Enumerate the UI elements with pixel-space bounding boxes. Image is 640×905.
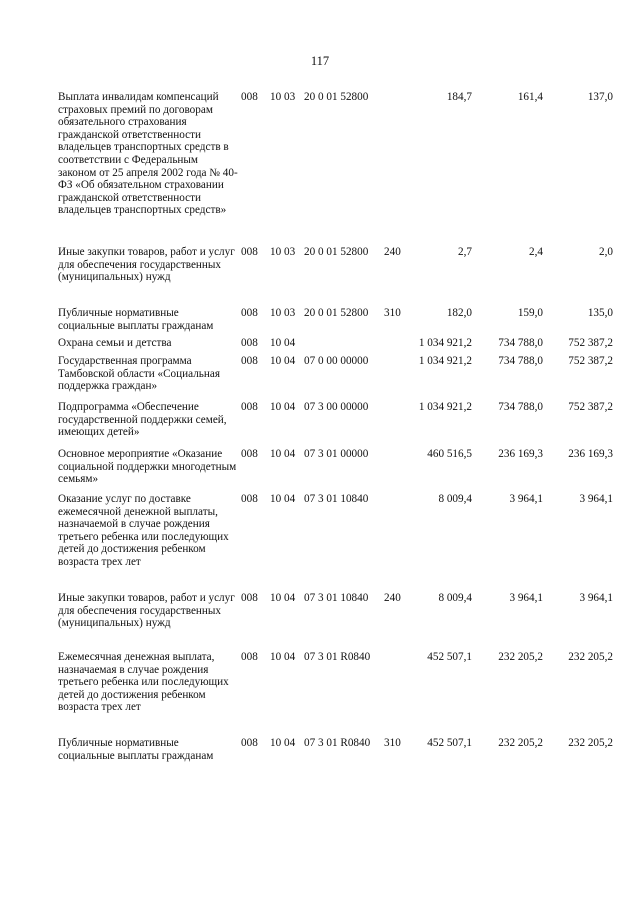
row-section-code: 10 04: [270, 592, 296, 604]
row-amount-year-2: 3 964,1: [509, 592, 543, 604]
row-name: Подпрограмма «Обеспечение государственной поддержки семей, имеющих детей»: [58, 401, 227, 439]
row-target-article-code: 07 3 01 10840: [304, 592, 369, 604]
row-amount-year-2: 734 788,0: [498, 355, 543, 367]
row-grbs-code: 008: [241, 337, 258, 349]
row-amount-year-3: 3 964,1: [579, 493, 613, 505]
row-section-code: 10 03: [270, 246, 296, 258]
row-grbs-code: 008: [241, 592, 258, 604]
row-grbs-code: 008: [241, 493, 258, 505]
row-amount-year-1: 182,0: [446, 307, 472, 319]
row-amount-year-2: 232 205,2: [498, 737, 543, 749]
row-amount-year-3: 137,0: [587, 91, 613, 103]
row-amount-year-3: 232 205,2: [568, 651, 613, 663]
row-section-code: 10 04: [270, 337, 296, 349]
row-amount-year-3: 3 964,1: [579, 592, 613, 604]
row-amount-year-1: 460 516,5: [427, 448, 472, 460]
row-amount-year-3: 236 169,3: [568, 448, 613, 460]
row-amount-year-3: 2,0: [599, 246, 613, 258]
row-expense-type-code: 240: [384, 592, 401, 604]
row-amount-year-1: 452 507,1: [427, 651, 472, 663]
row-target-article-code: 20 0 01 52800: [304, 307, 369, 319]
row-name: Иные закупки товаров, работ и услуг для обеспечения государственных (муниципальных) нужд: [58, 246, 235, 284]
row-name: Иные закупки товаров, работ и услуг для обеспечения государственных (муниципальных) нужд: [58, 592, 235, 630]
row-name: Выплата инвалидам компенсаций страховых премий по договорам обязательного страхования гражданской ответственности владельцев транспортных средств в соответствии с Федеральным законом от 25 апреля 2002 года № 40-ФЗ «Об обязательном страховании гражданской ответственности владельцев транспортных средств»: [58, 91, 238, 217]
row-amount-year-3: 752 387,2: [568, 355, 613, 367]
row-amount-year-1: 184,7: [446, 91, 472, 103]
row-grbs-code: 008: [241, 91, 258, 103]
row-section-code: 10 04: [270, 355, 296, 367]
row-target-article-code: 20 0 01 52800: [304, 91, 369, 103]
row-grbs-code: 008: [241, 307, 258, 319]
row-name: Государственная программа Тамбовской области «Социальная поддержка граждан»: [58, 355, 220, 393]
row-expense-type-code: 310: [384, 737, 401, 749]
row-grbs-code: 008: [241, 651, 258, 663]
row-grbs-code: 008: [241, 448, 258, 460]
row-section-code: 10 04: [270, 493, 296, 505]
row-section-code: 10 03: [270, 91, 296, 103]
row-grbs-code: 008: [241, 355, 258, 367]
row-amount-year-2: 3 964,1: [509, 493, 543, 505]
row-amount-year-1: 8 009,4: [438, 493, 472, 505]
row-amount-year-1: 2,7: [458, 246, 472, 258]
row-amount-year-2: 2,4: [529, 246, 543, 258]
row-name: Оказание услуг по доставке ежемесячной денежной выплаты, назначаемой в случае рождения третьего ребенка или последующих детей до достижения ребенком возраста трех лет: [58, 493, 229, 568]
row-target-article-code: 07 0 00 00000: [304, 355, 369, 367]
row-amount-year-2: 161,4: [517, 91, 543, 103]
row-target-article-code: 07 3 01 R0840: [304, 737, 371, 749]
row-name: Основное мероприятие «Оказание социальной поддержки многодетным семьям»: [58, 448, 237, 486]
row-amount-year-1: 8 009,4: [438, 592, 472, 604]
row-name: Публичные нормативные социальные выплаты гражданам: [58, 737, 214, 762]
row-section-code: 10 04: [270, 401, 296, 413]
row-amount-year-3: 135,0: [587, 307, 613, 319]
row-section-code: 10 03: [270, 307, 296, 319]
row-grbs-code: 008: [241, 246, 258, 258]
row-amount-year-1: 1 034 921,2: [418, 337, 472, 349]
row-target-article-code: 07 3 01 R0840: [304, 651, 371, 663]
row-amount-year-1: 452 507,1: [427, 737, 472, 749]
row-amount-year-2: 236 169,3: [498, 448, 543, 460]
row-amount-year-3: 232 205,2: [568, 737, 613, 749]
page-number: 117: [310, 54, 330, 68]
row-amount-year-3: 752 387,2: [568, 337, 613, 349]
row-name: Публичные нормативные социальные выплаты гражданам: [58, 307, 214, 332]
row-amount-year-2: 159,0: [517, 307, 543, 319]
row-target-article-code: 07 3 01 10840: [304, 493, 369, 505]
row-section-code: 10 04: [270, 737, 296, 749]
row-amount-year-2: 734 788,0: [498, 401, 543, 413]
row-section-code: 10 04: [270, 651, 296, 663]
row-grbs-code: 008: [241, 401, 258, 413]
row-section-code: 10 04: [270, 448, 296, 460]
row-expense-type-code: 310: [384, 307, 401, 319]
row-name: Ежемесячная денежная выплата, назначаемая в случае рождения третьего ребенка или последующих детей до достижения ребенком возраста трех лет: [58, 651, 229, 714]
row-target-article-code: 07 3 01 00000: [304, 448, 369, 460]
row-grbs-code: 008: [241, 737, 258, 749]
row-amount-year-1: 1 034 921,2: [418, 401, 472, 413]
row-target-article-code: 07 3 00 00000: [304, 401, 369, 413]
row-target-article-code: 20 0 01 52800: [304, 246, 369, 258]
row-amount-year-2: 232 205,2: [498, 651, 543, 663]
row-amount-year-3: 752 387,2: [568, 401, 613, 413]
row-amount-year-1: 1 034 921,2: [418, 355, 472, 367]
row-amount-year-2: 734 788,0: [498, 337, 543, 349]
row-name: Охрана семьи и детства: [58, 337, 172, 349]
row-expense-type-code: 240: [384, 246, 401, 258]
